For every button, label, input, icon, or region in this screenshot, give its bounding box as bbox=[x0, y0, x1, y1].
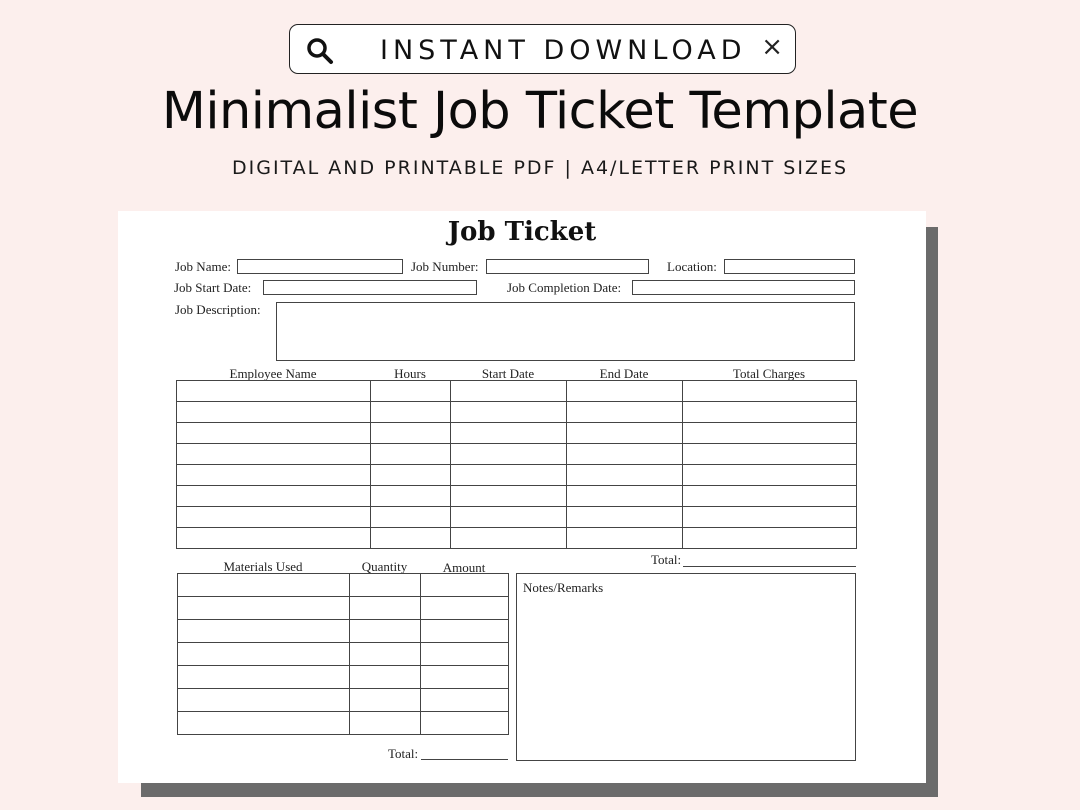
table-cell[interactable] bbox=[371, 528, 451, 549]
location-label: Location: bbox=[667, 259, 717, 274]
table-cell[interactable] bbox=[177, 444, 371, 465]
table-cell[interactable] bbox=[178, 689, 350, 712]
materials-table-row bbox=[178, 643, 509, 666]
table-cell[interactable] bbox=[451, 465, 567, 486]
job-start-date-field[interactable] bbox=[263, 280, 477, 295]
table-cell[interactable] bbox=[178, 597, 350, 620]
table-cell[interactable] bbox=[177, 465, 371, 486]
job-description-label: Job Description: bbox=[175, 302, 261, 317]
table-cell[interactable] bbox=[451, 528, 567, 549]
table-cell[interactable] bbox=[371, 402, 451, 423]
materials-table-row bbox=[178, 666, 509, 689]
table-cell[interactable] bbox=[567, 444, 683, 465]
table-cell[interactable] bbox=[451, 507, 567, 528]
labor-table bbox=[176, 380, 857, 549]
table-cell[interactable] bbox=[567, 528, 683, 549]
notes-remarks-label: Notes/Remarks bbox=[523, 580, 604, 595]
table-cell[interactable] bbox=[421, 712, 509, 735]
labor-total-label: Total: bbox=[651, 552, 682, 567]
job-completion-date-field[interactable] bbox=[632, 280, 855, 295]
labor-table-row bbox=[177, 402, 857, 423]
table-cell[interactable] bbox=[178, 666, 350, 689]
table-cell[interactable] bbox=[421, 574, 509, 597]
job-name-label: Job Name: bbox=[175, 259, 231, 274]
document-title: Job Ticket bbox=[447, 217, 597, 247]
table-cell[interactable] bbox=[683, 465, 857, 486]
materials-table-row bbox=[178, 689, 509, 712]
table-cell[interactable] bbox=[178, 620, 350, 643]
materials-table-row bbox=[178, 712, 509, 735]
labor-table-row bbox=[177, 381, 857, 402]
table-cell[interactable] bbox=[421, 689, 509, 712]
table-cell[interactable] bbox=[177, 507, 371, 528]
table-cell[interactable] bbox=[177, 423, 371, 444]
table-cell[interactable] bbox=[683, 507, 857, 528]
table-cell[interactable] bbox=[350, 574, 421, 597]
total-charges-header: Total Charges bbox=[732, 366, 806, 381]
labor-table-row bbox=[177, 423, 857, 444]
location-field[interactable] bbox=[724, 259, 855, 274]
table-cell[interactable] bbox=[350, 620, 421, 643]
end-date-header: End Date bbox=[599, 366, 649, 381]
table-cell[interactable] bbox=[177, 381, 371, 402]
table-cell[interactable] bbox=[567, 381, 683, 402]
table-cell[interactable] bbox=[421, 620, 509, 643]
table-cell[interactable] bbox=[350, 666, 421, 689]
table-cell[interactable] bbox=[683, 528, 857, 549]
table-cell[interactable] bbox=[567, 423, 683, 444]
labor-table-row bbox=[177, 486, 857, 507]
table-cell[interactable] bbox=[350, 689, 421, 712]
table-cell[interactable] bbox=[683, 381, 857, 402]
table-cell[interactable] bbox=[567, 486, 683, 507]
table-cell[interactable] bbox=[371, 507, 451, 528]
table-cell[interactable] bbox=[178, 712, 350, 735]
table-cell[interactable] bbox=[177, 528, 371, 549]
materials-table-row bbox=[178, 574, 509, 597]
table-cell[interactable] bbox=[371, 465, 451, 486]
table-cell[interactable] bbox=[177, 402, 371, 423]
table-cell[interactable] bbox=[350, 643, 421, 666]
labor-table-row bbox=[177, 444, 857, 465]
table-cell[interactable] bbox=[371, 444, 451, 465]
job-ticket-sheet bbox=[118, 211, 926, 783]
table-cell[interactable] bbox=[451, 381, 567, 402]
labor-table-row bbox=[177, 507, 857, 528]
table-cell[interactable] bbox=[683, 444, 857, 465]
table-cell[interactable] bbox=[683, 423, 857, 444]
table-cell[interactable] bbox=[451, 402, 567, 423]
materials-table-row bbox=[178, 620, 509, 643]
table-cell[interactable] bbox=[683, 486, 857, 507]
table-cell[interactable] bbox=[178, 574, 350, 597]
table-cell[interactable] bbox=[178, 643, 350, 666]
table-cell[interactable] bbox=[177, 486, 371, 507]
instant-download-search-bar bbox=[289, 24, 796, 74]
amount-header: Amount bbox=[442, 560, 486, 575]
quantity-header: Quantity bbox=[361, 559, 408, 574]
job-number-field[interactable] bbox=[486, 259, 649, 274]
materials-total-line[interactable] bbox=[421, 759, 508, 760]
table-cell[interactable] bbox=[371, 486, 451, 507]
table-cell[interactable] bbox=[350, 597, 421, 620]
employee-name-header: Employee Name bbox=[229, 366, 317, 381]
table-cell[interactable] bbox=[451, 423, 567, 444]
table-cell[interactable] bbox=[371, 381, 451, 402]
page-subheadline: DIGITAL AND PRINTABLE PDF | A4/LETTER PRINT SIZES bbox=[231, 157, 849, 179]
table-cell[interactable] bbox=[421, 666, 509, 689]
job-number-label: Job Number: bbox=[411, 259, 479, 274]
notes-remarks-box[interactable] bbox=[516, 573, 856, 761]
materials-table-row bbox=[178, 597, 509, 620]
start-date-header: Start Date bbox=[481, 366, 535, 381]
table-cell[interactable] bbox=[451, 486, 567, 507]
materials-used-header: Materials Used bbox=[223, 559, 303, 574]
table-cell[interactable] bbox=[371, 423, 451, 444]
table-cell[interactable] bbox=[421, 643, 509, 666]
table-cell[interactable] bbox=[451, 444, 567, 465]
search-text: INSTANT DOWNLOAD bbox=[380, 35, 747, 66]
table-cell[interactable] bbox=[567, 402, 683, 423]
labor-total-line[interactable] bbox=[683, 566, 856, 567]
table-cell[interactable] bbox=[421, 597, 509, 620]
hours-header: Hours bbox=[394, 366, 426, 381]
table-cell[interactable] bbox=[350, 712, 421, 735]
job-start-date-label: Job Start Date: bbox=[174, 280, 252, 295]
labor-table-row bbox=[177, 465, 857, 486]
job-completion-date-label: Job Completion Date: bbox=[507, 280, 622, 295]
table-cell[interactable] bbox=[567, 465, 683, 486]
close-icon: × bbox=[761, 32, 783, 62]
page-headline: Minimalist Job Ticket Template bbox=[161, 82, 919, 141]
materials-table bbox=[177, 573, 509, 735]
labor-table-row bbox=[177, 528, 857, 549]
table-cell[interactable] bbox=[567, 507, 683, 528]
table-cell[interactable] bbox=[683, 402, 857, 423]
materials-total-label: Total: bbox=[388, 746, 419, 761]
job-description-field[interactable] bbox=[276, 302, 855, 361]
job-name-field[interactable] bbox=[237, 259, 403, 274]
search-icon bbox=[306, 37, 334, 65]
